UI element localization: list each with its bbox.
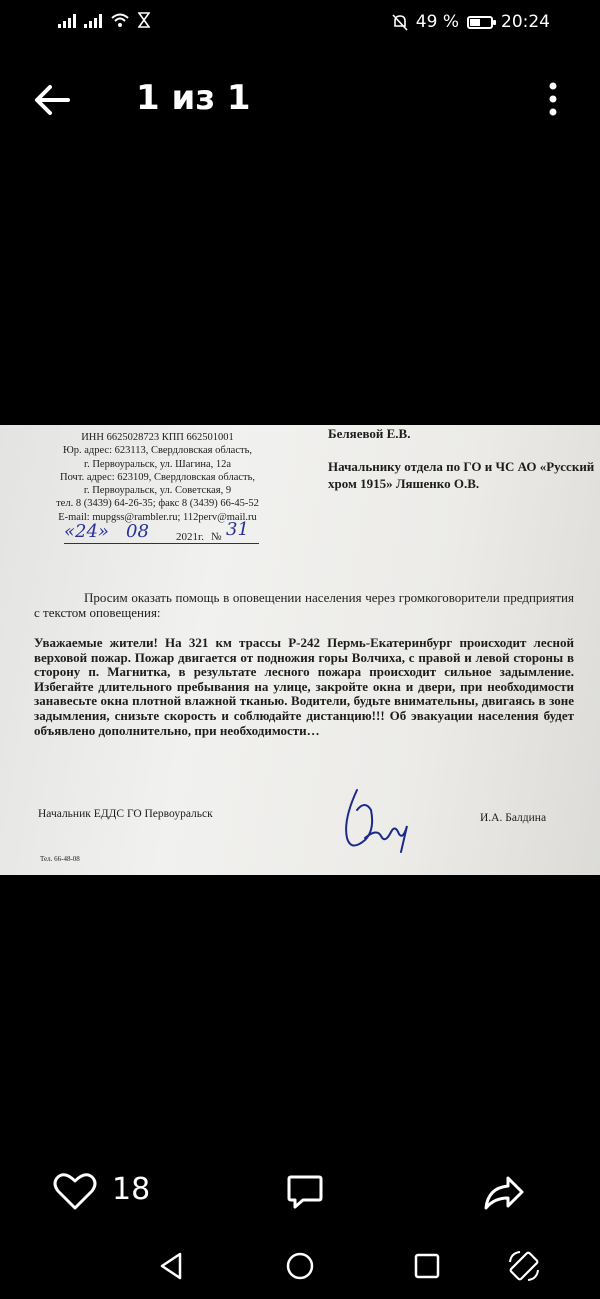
handwritten-signature xyxy=(335,780,415,860)
sender-line: Почт. адрес: 623109, Свердловская область, xyxy=(59,471,256,483)
sender-line: тел. 8 (3439) 64-26-35; факс 8 (3439) 66-45-52 xyxy=(56,498,259,510)
comment-button[interactable] xyxy=(285,1172,325,1212)
rotate-icon xyxy=(506,1248,542,1284)
number-label: № xyxy=(211,531,222,543)
sender-line: E-mail: mupgss@rambler.ru; 112perv@mail.ru xyxy=(58,511,257,523)
date-year: 2021г. xyxy=(176,531,205,543)
like-count: 18 xyxy=(112,1172,151,1207)
signatory-title: Начальник ЕДДС ГО Первоуральск xyxy=(38,808,213,820)
document-photo[interactable] xyxy=(0,425,600,875)
share-button[interactable] xyxy=(482,1172,526,1212)
circle-home-icon xyxy=(282,1248,318,1284)
battery-percent: 49 % xyxy=(415,12,459,32)
sender-line: Юр. адрес: 623113, Свердловская область, xyxy=(62,445,253,457)
square-recents-icon xyxy=(409,1248,445,1284)
document-date xyxy=(64,519,264,547)
triangle-back-icon xyxy=(154,1248,190,1284)
addressee-line: хром 1915» Ляшенко О.В. xyxy=(328,476,480,491)
hourglass-icon xyxy=(138,12,150,28)
addressee-line: Беляевой Е.В. xyxy=(328,426,411,441)
like-button[interactable] xyxy=(52,1170,98,1212)
phone-number: Тел. 66-48-08 xyxy=(40,855,80,863)
date-month: 08 xyxy=(126,521,149,542)
comment-icon xyxy=(285,1172,325,1212)
rotate-screen-button[interactable] xyxy=(506,1248,542,1284)
more-options-button[interactable] xyxy=(538,80,568,120)
date-day: «24» xyxy=(64,521,109,542)
muted-bell-icon xyxy=(392,14,408,31)
share-icon xyxy=(482,1172,526,1212)
more-vertical-icon xyxy=(538,80,568,120)
nav-home-button[interactable] xyxy=(282,1248,318,1284)
nav-recents-button[interactable] xyxy=(409,1248,445,1284)
document-number: 31 xyxy=(226,519,249,540)
back-button[interactable] xyxy=(28,78,76,122)
page-title: 1 из 1 xyxy=(136,78,251,118)
signal-icon xyxy=(58,12,76,28)
signal-icon xyxy=(84,12,102,28)
sender-details xyxy=(30,431,285,524)
status-bar xyxy=(0,0,600,46)
clock: 20:24 xyxy=(501,12,550,32)
back-arrow-icon xyxy=(28,78,76,122)
wifi-icon xyxy=(110,12,130,28)
request-paragraph: Просим оказать помощь в оповещении населения через громкоговорители предприятия с текстом оповещения: xyxy=(34,590,574,620)
sender-line: г. Первоуральск, ул. Советская, 9 xyxy=(83,485,232,497)
nav-back-button[interactable] xyxy=(154,1248,190,1284)
sender-line: г. Первоуральск, ул. Шагина, 12а xyxy=(83,458,232,470)
notice-paragraph: Уважаемые жители! На 321 км трассы Р-242 Пермь-Екатеринбург происходит лесной верховой пожар. Пожар двигается от подножия горы Волчиха, с правой и левой стороны в сторону п. Магнитка, в результате лесного пожара происходит сильное задымление. Избегайте длительного пребывания на улице, закройте окна и двери, при необходимости занавесьте окна плотной влажной тканью. Водители, будьте внимательны, двигаясь в зоне задымления, снизьте скорость и соблюдайте дистанцию!!! Об эвакуации населения будет объявлено дополнительно, при необходимости… xyxy=(34,635,574,738)
heart-icon xyxy=(52,1170,98,1212)
sender-line: ИНН 6625028723 КПП 662501001 xyxy=(81,432,234,443)
signatory-name: И.А. Балдина xyxy=(480,812,547,824)
battery-icon xyxy=(467,16,493,29)
addressee-line: Начальнику отдела по ГО и ЧС АО «Русский xyxy=(328,459,595,474)
